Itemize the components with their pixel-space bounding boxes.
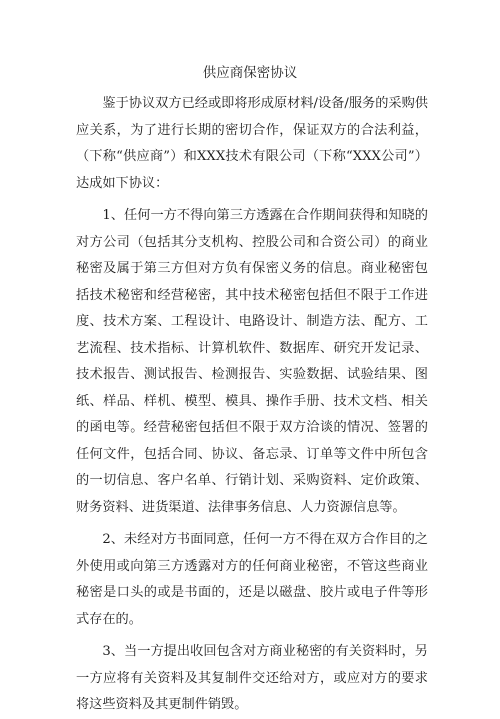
document-body	[76, 91, 428, 719]
paragraph-clause-2: 2、未经对方书面同意，任何一方不得在双方合作目的之外使用或向第三方透露对方的任何商业秘密，不管这些商业秘密是口头的或是书面的，还是以磁盘、胶片或电子件等形式存在的。	[76, 532, 428, 627]
paragraph-clause-1: 1、任何一方不得向第三方透露在合作期间获得和知晓的对方公司（包括其分支机构、控股公司和合资公司）的商业秘密及属于第三方但对方负有保密义务的信息。商业秘密包括技术秘密和经营秘密，其中技术秘密包括但不限于工作进度、技术方案、工程设计、电路设计、制造方法、配方、工艺流程、技术指标、计算机软件、数据库、研究开发记录、技术报告、测试报告、检测报告、实验数据、试验结果、图纸、样品、样机、模型、模具、操作手册、技术文档、相关的函电等。经营秘密包括但不限于双方洽谈的情况、签署的任何文件，包括合同、协议、备忘录、订单等文件中所包含的一切信息、客户名单、行销计划、采购资料、定价政策、财务资料、进货渠道、法律事务信息、人力资源信息等。	[76, 208, 428, 515]
paragraph-preamble: 鉴于协议双方已经或即将形成原材料/设备/服务的采购供应关系，为了进行长期的密切合作，保证双方的合法利益，（下称“供应商”）和XXX技术有限公司（下称“XXX公司”）达成如下协议：	[76, 96, 428, 191]
paragraph-clause-3: 3、当一方提出收回包含对方商业秘密的有关资料时，另一方应将有关资料及其复制件交还给对方，或应对方的要求将这些资料及其更制件销毁。	[76, 644, 428, 712]
document-title: 供应商保密协议	[202, 65, 298, 81]
